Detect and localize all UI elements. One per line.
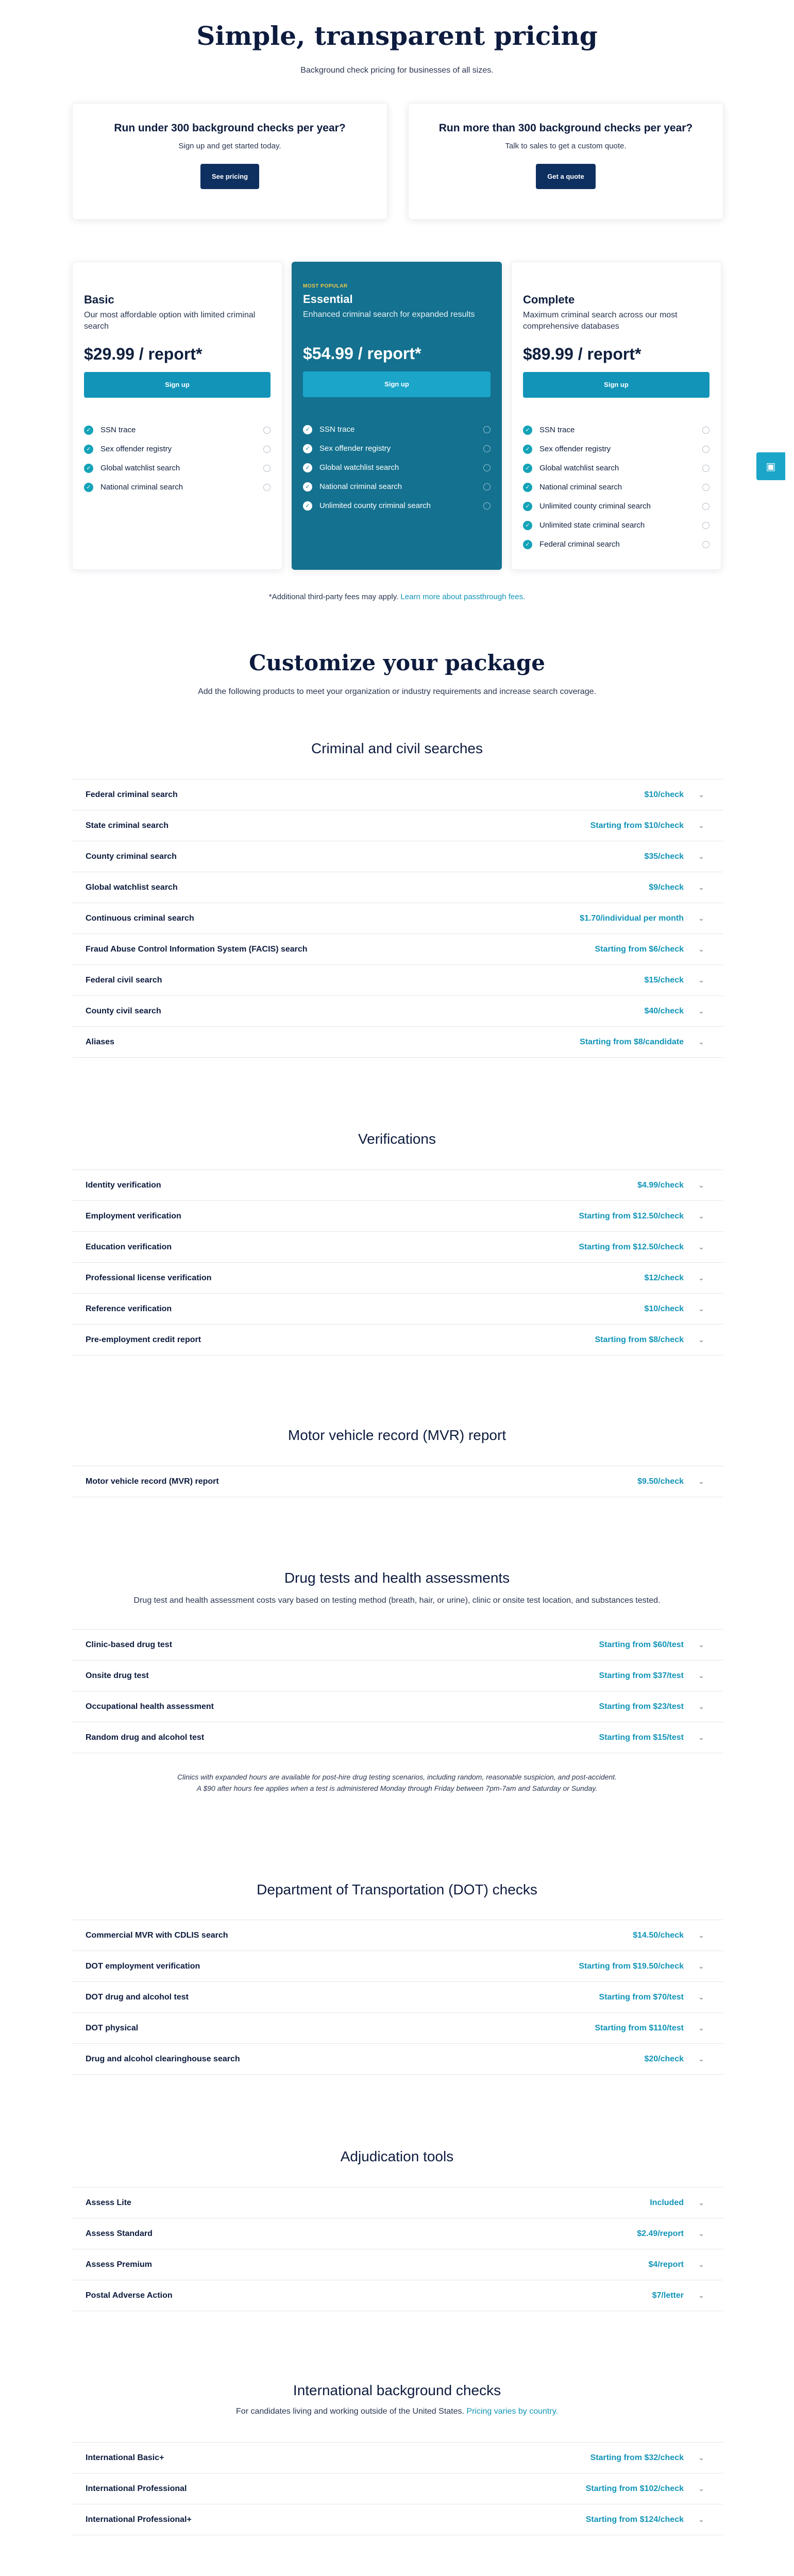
- chevron-down-icon[interactable]: ⌄: [698, 2260, 704, 2268]
- item-name: Assess Premium: [86, 2260, 152, 2269]
- over-300-card: [408, 103, 723, 219]
- note-line: Clinics with expanded hours are available for post-hire drug testing scenarios, including random, reasonable suspicion, and post-accident.: [177, 1773, 617, 1781]
- drug-tests-title: Drug tests and health assessments: [284, 1570, 510, 1586]
- list-item[interactable]: [72, 1982, 723, 2013]
- item-name: International Professional+: [86, 2515, 192, 2524]
- chevron-down-icon[interactable]: ⌄: [698, 1477, 704, 1485]
- check-circle-icon: ✓: [523, 540, 532, 549]
- page-subtitle: Background check pricing for businesses of all sizes.: [300, 66, 494, 75]
- plan-price: $89.99 / report*: [523, 345, 641, 363]
- chevron-down-icon[interactable]: ⌄: [698, 790, 704, 799]
- feature-item: [303, 420, 491, 439]
- criminal-searches-title: Criminal and civil searches: [311, 740, 483, 756]
- chevron-down-icon[interactable]: ⌄: [698, 1702, 704, 1710]
- chevron-down-icon[interactable]: ⌄: [698, 1993, 704, 2001]
- item-name: Commercial MVR with CDLIS search: [86, 1930, 228, 1940]
- feature-label: Sex offender registry: [100, 445, 172, 453]
- plan-price: $29.99 / report*: [84, 345, 202, 363]
- item-price: Starting from $8/check: [595, 1335, 684, 1344]
- plan-basic: [72, 262, 282, 570]
- info-icon[interactable]: [263, 465, 271, 472]
- item-price: Starting from $110/test: [595, 2023, 684, 2032]
- item-price: Starting from $70/test: [599, 1992, 684, 2002]
- feature-item: [84, 439, 271, 459]
- item-name: International Basic+: [86, 2453, 164, 2462]
- list-item[interactable]: [72, 903, 723, 934]
- feature-label: Global watchlist search: [319, 463, 399, 472]
- chevron-down-icon[interactable]: ⌄: [698, 945, 704, 953]
- feature-item: [523, 439, 709, 459]
- list-item[interactable]: [72, 934, 723, 965]
- check-circle-icon: ✓: [523, 445, 532, 454]
- item-name: Employment verification: [86, 1211, 181, 1221]
- item-price: Starting from $8/candidate: [580, 1037, 684, 1046]
- item-price: Starting from $32/check: [590, 2453, 684, 2462]
- list-item[interactable]: [72, 2188, 723, 2218]
- passthrough-fees-link[interactable]: Learn more about passthrough fees.: [400, 592, 526, 601]
- feature-label: Global watchlist search: [539, 464, 619, 472]
- check-circle-icon: ✓: [303, 444, 312, 453]
- customize-title: Customize your package: [249, 650, 545, 675]
- item-price: $7/letter: [652, 2291, 684, 2300]
- list-item[interactable]: [72, 1466, 723, 1497]
- item-name: International Professional: [86, 2484, 187, 2493]
- feature-label: Unlimited county criminal search: [319, 501, 431, 510]
- feature-label: SSN trace: [100, 426, 136, 434]
- feature-item: [303, 496, 491, 515]
- feature-item: [303, 458, 491, 477]
- chevron-down-icon[interactable]: ⌄: [698, 883, 704, 891]
- chevron-down-icon[interactable]: ⌄: [698, 914, 704, 922]
- item-name: DOT employment verification: [86, 1961, 200, 1971]
- chevron-down-icon[interactable]: ⌄: [698, 2453, 704, 2462]
- criminal-searches-list: [72, 779, 723, 1058]
- chevron-down-icon[interactable]: ⌄: [698, 1671, 704, 1680]
- item-price: $35/check: [644, 852, 684, 861]
- see-pricing-button[interactable]: See pricing: [200, 164, 259, 189]
- item-name: Professional license verification: [86, 1273, 212, 1282]
- check-circle-icon: ✓: [84, 426, 93, 435]
- chevron-down-icon[interactable]: ⌄: [698, 976, 704, 984]
- item-name: Motor vehicle record (MVR) report: [86, 1477, 219, 1486]
- info-icon[interactable]: [702, 522, 709, 529]
- fees-text: *Additional third-party fees may apply.: [268, 592, 399, 601]
- feature-label: Sex offender registry: [319, 444, 391, 453]
- list-item[interactable]: [72, 2443, 723, 2473]
- feature-item: [523, 478, 709, 497]
- info-icon[interactable]: [483, 445, 491, 452]
- verifications-list: [72, 1170, 723, 1355]
- dot-checks-list: [72, 1920, 723, 2075]
- mvr-list: [72, 1466, 723, 1497]
- adjudication-list: [72, 2187, 723, 2311]
- feature-item: [303, 439, 491, 458]
- plan-name: Basic: [84, 293, 114, 306]
- check-circle-icon: ✓: [303, 463, 312, 472]
- check-circle-icon: ✓: [523, 521, 532, 530]
- chevron-down-icon[interactable]: ⌄: [698, 1274, 704, 1282]
- list-item[interactable]: [72, 965, 723, 996]
- item-price: $9.50/check: [637, 1477, 684, 1486]
- feature-label: Unlimited state criminal search: [539, 521, 645, 530]
- list-item[interactable]: [72, 1920, 723, 1951]
- feature-label: Federal criminal search: [539, 540, 620, 549]
- item-name: Postal Adverse Action: [86, 2291, 173, 2300]
- item-name: Fraud Abuse Control Information System (FACIS) search: [86, 944, 308, 954]
- item-price: $4/report: [648, 2260, 684, 2269]
- item-price: $12/check: [644, 1273, 684, 1282]
- feature-item: [84, 420, 271, 439]
- item-name: Drug and alcohol clearinghouse search: [86, 2054, 240, 2063]
- chevron-down-icon[interactable]: ⌄: [698, 1640, 704, 1649]
- item-price: $14.50/check: [633, 1930, 684, 1940]
- item-price: $40/check: [644, 1006, 684, 1015]
- chevron-down-icon[interactable]: ⌄: [698, 2055, 704, 2063]
- chevron-down-icon[interactable]: ⌄: [698, 852, 704, 860]
- chevron-down-icon[interactable]: ⌄: [698, 2229, 704, 2238]
- item-price: Starting from $15/test: [599, 1733, 684, 1742]
- item-name: Aliases: [86, 1037, 115, 1046]
- list-item[interactable]: [72, 1232, 723, 1263]
- chevron-down-icon[interactable]: ⌄: [698, 1733, 704, 1741]
- list-item[interactable]: [72, 1294, 723, 1325]
- feature-item: [303, 477, 491, 496]
- international-title: International background checks: [293, 2382, 501, 2398]
- verifications-title: Verifications: [358, 1131, 436, 1147]
- item-name: State criminal search: [86, 821, 168, 830]
- plan-essential: [292, 262, 502, 570]
- item-name: Federal criminal search: [86, 790, 178, 799]
- list-item[interactable]: [72, 1325, 723, 1355]
- list-item[interactable]: [72, 996, 723, 1027]
- drug-tests-note: [0, 1771, 794, 1794]
- feature-list: [303, 420, 491, 515]
- feature-label: Global watchlist search: [100, 464, 180, 472]
- item-price: $10/check: [644, 1304, 684, 1313]
- chevron-down-icon[interactable]: ⌄: [698, 1304, 704, 1313]
- item-name: Pre-employment credit report: [86, 1335, 201, 1344]
- feature-label: National criminal search: [539, 483, 622, 492]
- check-circle-icon: ✓: [303, 482, 312, 492]
- item-price: Starting from $12.50/check: [579, 1211, 684, 1221]
- item-name: Occupational health assessment: [86, 1702, 214, 1711]
- check-circle-icon: ✓: [523, 502, 532, 511]
- info-icon[interactable]: [263, 446, 271, 453]
- item-name: Education verification: [86, 1242, 172, 1251]
- item-name: Continuous criminal search: [86, 913, 194, 923]
- feature-item: [523, 535, 709, 554]
- signup-button[interactable]: Sign up: [523, 372, 709, 398]
- feature-item: [523, 459, 709, 478]
- info-icon[interactable]: [702, 427, 709, 434]
- feature-label: SSN trace: [319, 425, 355, 434]
- chevron-down-icon[interactable]: ⌄: [698, 1038, 704, 1046]
- item-name: Assess Standard: [86, 2229, 153, 2238]
- get-quote-button[interactable]: Get a quote: [536, 164, 596, 189]
- chevron-down-icon[interactable]: ⌄: [698, 1335, 704, 1344]
- feature-label: National criminal search: [319, 482, 402, 491]
- chevron-down-icon[interactable]: ⌄: [698, 1931, 704, 1939]
- most-popular-badge: MOST POPULAR: [303, 283, 348, 289]
- chevron-down-icon[interactable]: ⌄: [698, 2484, 704, 2493]
- list-item[interactable]: [72, 779, 723, 810]
- note-line: A $90 after hours fee applies when a test is administered Monday through Friday between 7pm-7am and Saturday or Sunday.: [196, 1784, 598, 1792]
- page-title: Simple, transparent pricing: [196, 21, 598, 51]
- item-price: $10/check: [644, 790, 684, 799]
- item-name: Onsite drug test: [86, 1671, 149, 1680]
- item-price: Starting from $10/check: [590, 821, 684, 830]
- dot-checks-title: Department of Transportation (DOT) checks: [257, 1882, 537, 1897]
- signup-button[interactable]: Sign up: [303, 371, 491, 397]
- info-icon[interactable]: [263, 484, 271, 491]
- additional-fees-note: [0, 592, 794, 601]
- list-item[interactable]: [72, 1170, 723, 1201]
- list-item[interactable]: [72, 1263, 723, 1294]
- item-price: $2.49/report: [637, 2229, 684, 2238]
- item-name: County criminal search: [86, 852, 177, 861]
- item-name: Reference verification: [86, 1304, 172, 1313]
- plan-name: Complete: [523, 293, 575, 306]
- signup-button[interactable]: Sign up: [84, 372, 271, 398]
- item-name: Random drug and alcohol test: [86, 1733, 205, 1742]
- info-icon[interactable]: [702, 541, 709, 548]
- list-item[interactable]: [72, 872, 723, 903]
- feature-item: [523, 497, 709, 516]
- item-price: $4.99/check: [637, 1180, 684, 1190]
- check-circle-icon: ✓: [523, 426, 532, 435]
- feature-list: [84, 420, 271, 497]
- info-icon[interactable]: [483, 502, 491, 510]
- feature-label: SSN trace: [539, 426, 575, 434]
- item-name: County civil search: [86, 1006, 161, 1015]
- feature-label: Unlimited county criminal search: [539, 502, 651, 511]
- list-item[interactable]: [72, 1630, 723, 1660]
- chat-icon[interactable]: ▣: [756, 452, 785, 480]
- item-price: Starting from $12.50/check: [579, 1242, 684, 1251]
- chevron-down-icon[interactable]: ⌄: [698, 1181, 704, 1189]
- chevron-down-icon[interactable]: ⌄: [698, 1212, 704, 1220]
- list-item[interactable]: [72, 2249, 723, 2280]
- adjudication-title: Adjudication tools: [340, 2148, 454, 2164]
- check-circle-icon: ✓: [523, 464, 532, 473]
- plan-name: Essential: [303, 293, 353, 306]
- drug-tests-subtitle: Drug test and health assessment costs vary based on testing method (breath, hair, or urine), clinic or onsite test location, and substances tested.: [133, 1596, 661, 1605]
- feature-item: [523, 516, 709, 535]
- chevron-down-icon[interactable]: ⌄: [698, 2024, 704, 2032]
- item-name: Assess Lite: [86, 2198, 131, 2207]
- list-item[interactable]: [72, 2504, 723, 2535]
- list-item[interactable]: [72, 2218, 723, 2249]
- subtitle-text: For candidates living and working outside of the United States.: [236, 2407, 464, 2416]
- item-name: DOT drug and alcohol test: [86, 1992, 189, 2002]
- info-icon[interactable]: [702, 484, 709, 491]
- list-item[interactable]: [72, 1027, 723, 1058]
- item-price: Starting from $19.50/check: [579, 1961, 684, 1971]
- info-icon[interactable]: [483, 483, 491, 490]
- item-price: Starting from $37/test: [599, 1671, 684, 1680]
- info-icon[interactable]: [483, 426, 491, 433]
- item-name: Clinic-based drug test: [86, 1640, 173, 1649]
- feature-item: [84, 478, 271, 497]
- chevron-down-icon[interactable]: ⌄: [698, 2515, 704, 2523]
- item-price: Starting from $6/check: [595, 944, 684, 954]
- plan-complete: [511, 262, 721, 570]
- card-title: Run under 300 background checks per year?: [114, 122, 346, 134]
- chevron-down-icon[interactable]: ⌄: [698, 1243, 704, 1251]
- list-item[interactable]: [72, 841, 723, 872]
- list-item[interactable]: [72, 2473, 723, 2504]
- info-icon[interactable]: [483, 464, 491, 471]
- feature-label: National criminal search: [100, 483, 183, 492]
- item-name: Federal civil search: [86, 975, 162, 985]
- drug-tests-list: [72, 1629, 723, 1753]
- list-item[interactable]: [72, 1660, 723, 1691]
- check-circle-icon: ✓: [84, 483, 93, 492]
- info-icon[interactable]: [263, 427, 271, 434]
- check-circle-icon: ✓: [84, 464, 93, 473]
- list-item[interactable]: [72, 1951, 723, 1982]
- customize-subtitle: Add the following products to meet your organization or industry requirements and increase search coverage.: [198, 687, 596, 696]
- plan-description: Our most affordable option with limited criminal search: [84, 311, 256, 331]
- under-300-card: [72, 103, 387, 219]
- feature-list: [523, 420, 709, 554]
- international-list: [72, 2442, 723, 2535]
- list-item[interactable]: [72, 2044, 723, 2075]
- chevron-down-icon[interactable]: ⌄: [698, 2291, 704, 2299]
- item-price: Starting from $124/check: [585, 2515, 684, 2524]
- card-text: Talk to sales to get a custom quote.: [505, 142, 627, 150]
- item-price: Starting from $23/test: [599, 1702, 684, 1711]
- plan-description: Enhanced criminal search for expanded results: [303, 310, 475, 319]
- chevron-down-icon[interactable]: ⌄: [698, 2198, 704, 2207]
- check-circle-icon: ✓: [84, 445, 93, 454]
- item-name: Identity verification: [86, 1180, 161, 1190]
- chevron-down-icon[interactable]: ⌄: [698, 1962, 704, 1970]
- pricing-by-country-link[interactable]: Pricing varies by country.: [466, 2407, 558, 2416]
- item-price: $9/check: [649, 883, 684, 892]
- list-item[interactable]: [72, 1722, 723, 1753]
- item-price: $20/check: [644, 2054, 684, 2063]
- info-icon[interactable]: [702, 446, 709, 453]
- item-name: Global watchlist search: [86, 883, 178, 892]
- feature-label: Sex offender registry: [539, 445, 611, 453]
- chevron-down-icon[interactable]: ⌄: [698, 821, 704, 829]
- list-item[interactable]: [72, 1201, 723, 1232]
- list-item[interactable]: [72, 810, 723, 841]
- item-price: $15/check: [644, 975, 684, 985]
- item-price: Starting from $102/check: [585, 2484, 684, 2493]
- chevron-down-icon[interactable]: ⌄: [698, 1007, 704, 1015]
- feature-item: [523, 420, 709, 439]
- item-price: $1.70/individual per month: [580, 913, 684, 923]
- item-price: Included: [650, 2198, 684, 2207]
- card-text: Sign up and get started today.: [178, 142, 281, 150]
- list-item[interactable]: [72, 2280, 723, 2311]
- plan-price: $54.99 / report*: [303, 344, 421, 363]
- list-item[interactable]: [72, 1691, 723, 1722]
- check-circle-icon: ✓: [303, 501, 312, 511]
- item-price: Starting from $60/test: [599, 1640, 684, 1649]
- list-item[interactable]: [72, 2013, 723, 2044]
- feature-item: [84, 459, 271, 478]
- card-title: Run more than 300 background checks per year?: [438, 122, 693, 134]
- plan-description: Maximum criminal search across our most comprehensive databases: [523, 311, 678, 331]
- check-circle-icon: ✓: [303, 425, 312, 434]
- check-circle-icon: ✓: [523, 483, 532, 492]
- item-name: DOT physical: [86, 2023, 139, 2032]
- mvr-title: Motor vehicle record (MVR) report: [288, 1427, 506, 1443]
- info-icon[interactable]: [702, 503, 709, 510]
- info-icon[interactable]: [702, 465, 709, 472]
- international-subtitle: [0, 2407, 794, 2416]
